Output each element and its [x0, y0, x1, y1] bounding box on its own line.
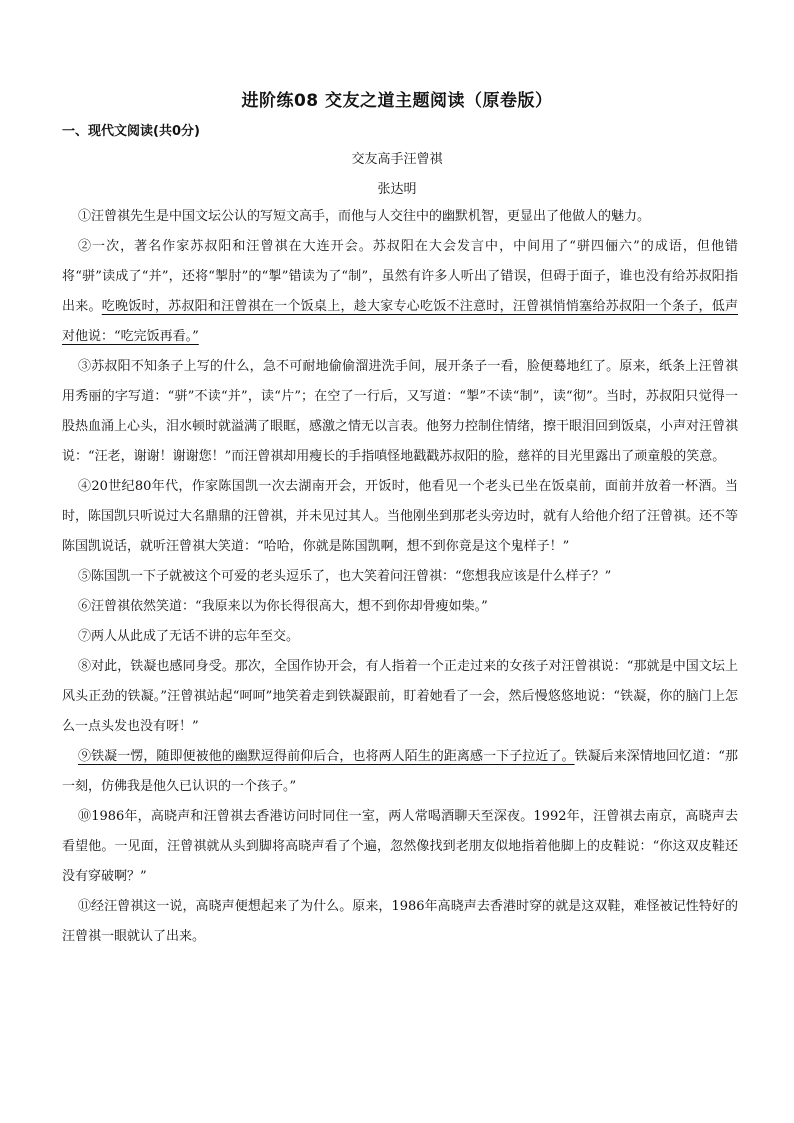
article-body [62, 202, 738, 952]
paragraph-10: ⑩1986年，高晓声和汪曾祺去香港访问时同住一室，两人常喝酒聊天至深夜。1992年，汪曾祺去南京，高晓声去看望他。一见面，汪曾祺就从头到脚将高晓声看了个遍，忽然像找到老朋友似地指着他脚上的皮鞋说：“你这双皮鞋还没有穿破啊？” [62, 809, 738, 884]
paragraph-8: ⑧对此，铁凝也感同身受。那次，全国作协开会，有人指着一个正走过来的女孩子对汪曾祺说：“那就是中国文坛上风头正劲的铁凝。”汪曾祺站起“呵呵”地笑着走到铁凝跟前，盯着她看了一会，然后慢悠悠地说：“铁凝，你的脑门上怎么一点头发也没有呀！” [62, 659, 738, 734]
paragraph-3: ③苏叔阳不知条子上写的什么，急不可耐地偷偷溜进洗手间，展开条子一看，脸便蓦地红了。原来，纸条上汪曾祺用秀丽的字写道：“骈”不读“并”，读“片”；在空了一行后，又写道：“掣”不读“制”，读“彻”。当时，苏叔阳只觉得一股热血涌上心头，泪水顿时就溢满了眼眶，感激之情无以言表。他努力控制住情绪，擦干眼泪回到饭桌，小声对汪曾祺说：“汪老，谢谢！谢谢您！”而汪曾祺却用瘦长的手指嗔怪地戳戳苏叔阳的脸，慈祥的目光里露出了顽童般的笑意。 [62, 359, 739, 464]
paragraph-9-text: 铁凝后来深情地回忆道：“那一刻，仿佛我是他久已认识的一个孩子。” [62, 749, 738, 794]
paragraph-5: ⑤陈国凯一下子就被这个可爱的老头逗乐了，也大笑着问汪曾祺：“您想我应该是什么样子？” [78, 569, 612, 584]
paragraph-11: ⑪经汪曾祺这一说，高晓声便想起来了为什么。原来，1986年高晓声去香港时穿的就是这双鞋，难怪被记性特好的汪曾祺一眼就认了出来。 [62, 899, 738, 944]
underlined-passage: 吃晚饭时，苏叔阳和汪曾祺在一个饭桌上，趁大家专心吃饭不注意时，汪曾祺悄悄塞给苏叔阳一个条子，低声对他说：“吃完饭再看。” [62, 299, 738, 344]
section-heading: 一、现代文阅读(共0分) [62, 124, 200, 139]
article-author: 张达明 [377, 182, 417, 197]
paragraph-4: ④20世纪80年代，作家陈国凯一次去湖南开会，开饭时，他看见一个老头已坐在饭桌前，面前并放着一杯酒。当时，陈国凯只听说过大名鼎鼎的汪曾祺，并未见过其人。当他刚坐到那老头旁边时，就有人给他介绍了汪曾祺。还不等陈国凯说话，就听汪曾祺大笑道：“哈哈，你就是陈国凯啊，想不到你竟是这个鬼样子！” [62, 479, 739, 554]
paragraph-6: ⑥汪曾祺依然笑道：“我原来以为你长得很高大，想不到你却骨瘦如柴。” [78, 599, 488, 614]
article-title: 交友高手汪曾祺 [351, 152, 443, 167]
paragraph-9 [62, 742, 738, 802]
paragraph-2-text: ②一次，著名作家苏叔阳和汪曾祺在大连开会。苏叔阳在大会发言中，中间用了“骈四俪六”的成语，但他错将“骈”读成了“并”，还将“掣肘”的“掣”错读为了“制”，虽然有许多人听出了错误，但碍于面子，谁也没有给苏叔阳指出来。 [62, 239, 738, 314]
paragraph-1: ①汪曾祺先生是中国文坛公认的写短文高手，而他与人交往中的幽默机智，更显出了他做人的魅力。 [78, 209, 651, 224]
paragraph-2 [62, 232, 738, 352]
document-title: 进阶练08 交友之道主题阅读（原卷版） [241, 91, 553, 111]
paragraph-7: ⑦两人从此成了无话不讲的忘年至交。 [78, 629, 300, 644]
underlined-passage-2: ⑨铁凝一愣，随即便被他的幽默逗得前仰后合，也将两人陌生的距离感一下子拉近了。 [78, 749, 575, 764]
